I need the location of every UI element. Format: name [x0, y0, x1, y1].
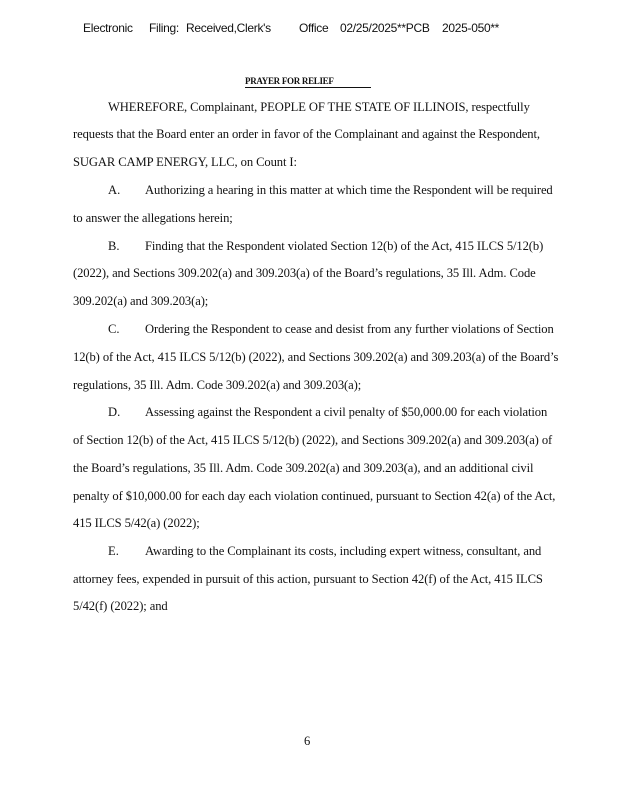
item-label: D.	[108, 405, 121, 419]
item-label: E.	[108, 544, 119, 558]
text-line: 12(b) of the Act, 415 ILCS 5/12(b) (2022), and Sections 309.202(a) and 309.203(a) of the Board’s	[73, 350, 559, 364]
text-line: the Board’s regulations, 35 Ill. Adm. Code 309.202(a) and 309.203(a), and an additional civil	[73, 461, 534, 475]
text-line: penalty of $10,000.00 for each day each violation continued, pursuant to Section 42(a) of the Act,	[73, 489, 556, 503]
text-line: Ordering the Respondent to cease and desist from any further violations of Section	[145, 322, 554, 336]
page-number: 6	[304, 734, 311, 748]
text-line: of Section 12(b) of the Act, 415 ILCS 5/12(b) (2022), and Sections 309.202(a) and 309.203(a) of	[73, 433, 553, 447]
text-line: 415 ILCS 5/42(a) (2022);	[73, 516, 200, 530]
text-line: 309.202(a) and 309.203(a);	[73, 294, 209, 308]
header-part: Office	[299, 21, 329, 35]
header-part: 2025-050**	[442, 21, 500, 35]
text-line: 5/42(f) (2022); and	[73, 599, 168, 613]
text-line: requests that the Board enter an order in favor of the Complainant and against the Respondent,	[73, 127, 540, 141]
text-line: Authorizing a hearing in this matter at which time the Respondent will be required	[145, 183, 553, 197]
header-part: Received,Clerk's	[186, 21, 271, 35]
item-label: A.	[108, 183, 121, 197]
item-label: B.	[108, 239, 120, 253]
item-label: C.	[108, 322, 120, 336]
section-title: PRAYER FOR RELIEF	[245, 76, 371, 88]
text-line: WHEREFORE, Complainant, PEOPLE OF THE STATE OF ILLINOIS, respectfully	[108, 100, 530, 114]
text-line: regulations, 35 Ill. Adm. Code 309.202(a) and 309.203(a);	[73, 378, 362, 392]
text-line: Finding that the Respondent violated Section 12(b) of the Act, 415 ILCS 5/12(b)	[145, 239, 544, 253]
text-line: SUGAR CAMP ENERGY, LLC, on Count I:	[73, 155, 297, 169]
header-part: Electronic	[83, 21, 133, 35]
text-line: attorney fees, expended in pursuit of this action, pursuant to Section 42(f) of the Act, 415 ILCS	[73, 572, 543, 586]
header-part: 02/25/2025**PCB	[340, 21, 430, 35]
text-line: (2022), and Sections 309.202(a) and 309.203(a) of the Board’s regulations, 35 Ill. Adm. Code	[73, 266, 536, 280]
header-part: Filing:	[149, 21, 179, 35]
text-line: Awarding to the Complainant its costs, including expert witness, consultant, and	[145, 544, 542, 558]
text-line: Assessing against the Respondent a civil penalty of $50,000.00 for each violation	[145, 405, 548, 419]
text-line: to answer the allegations herein;	[73, 211, 233, 225]
